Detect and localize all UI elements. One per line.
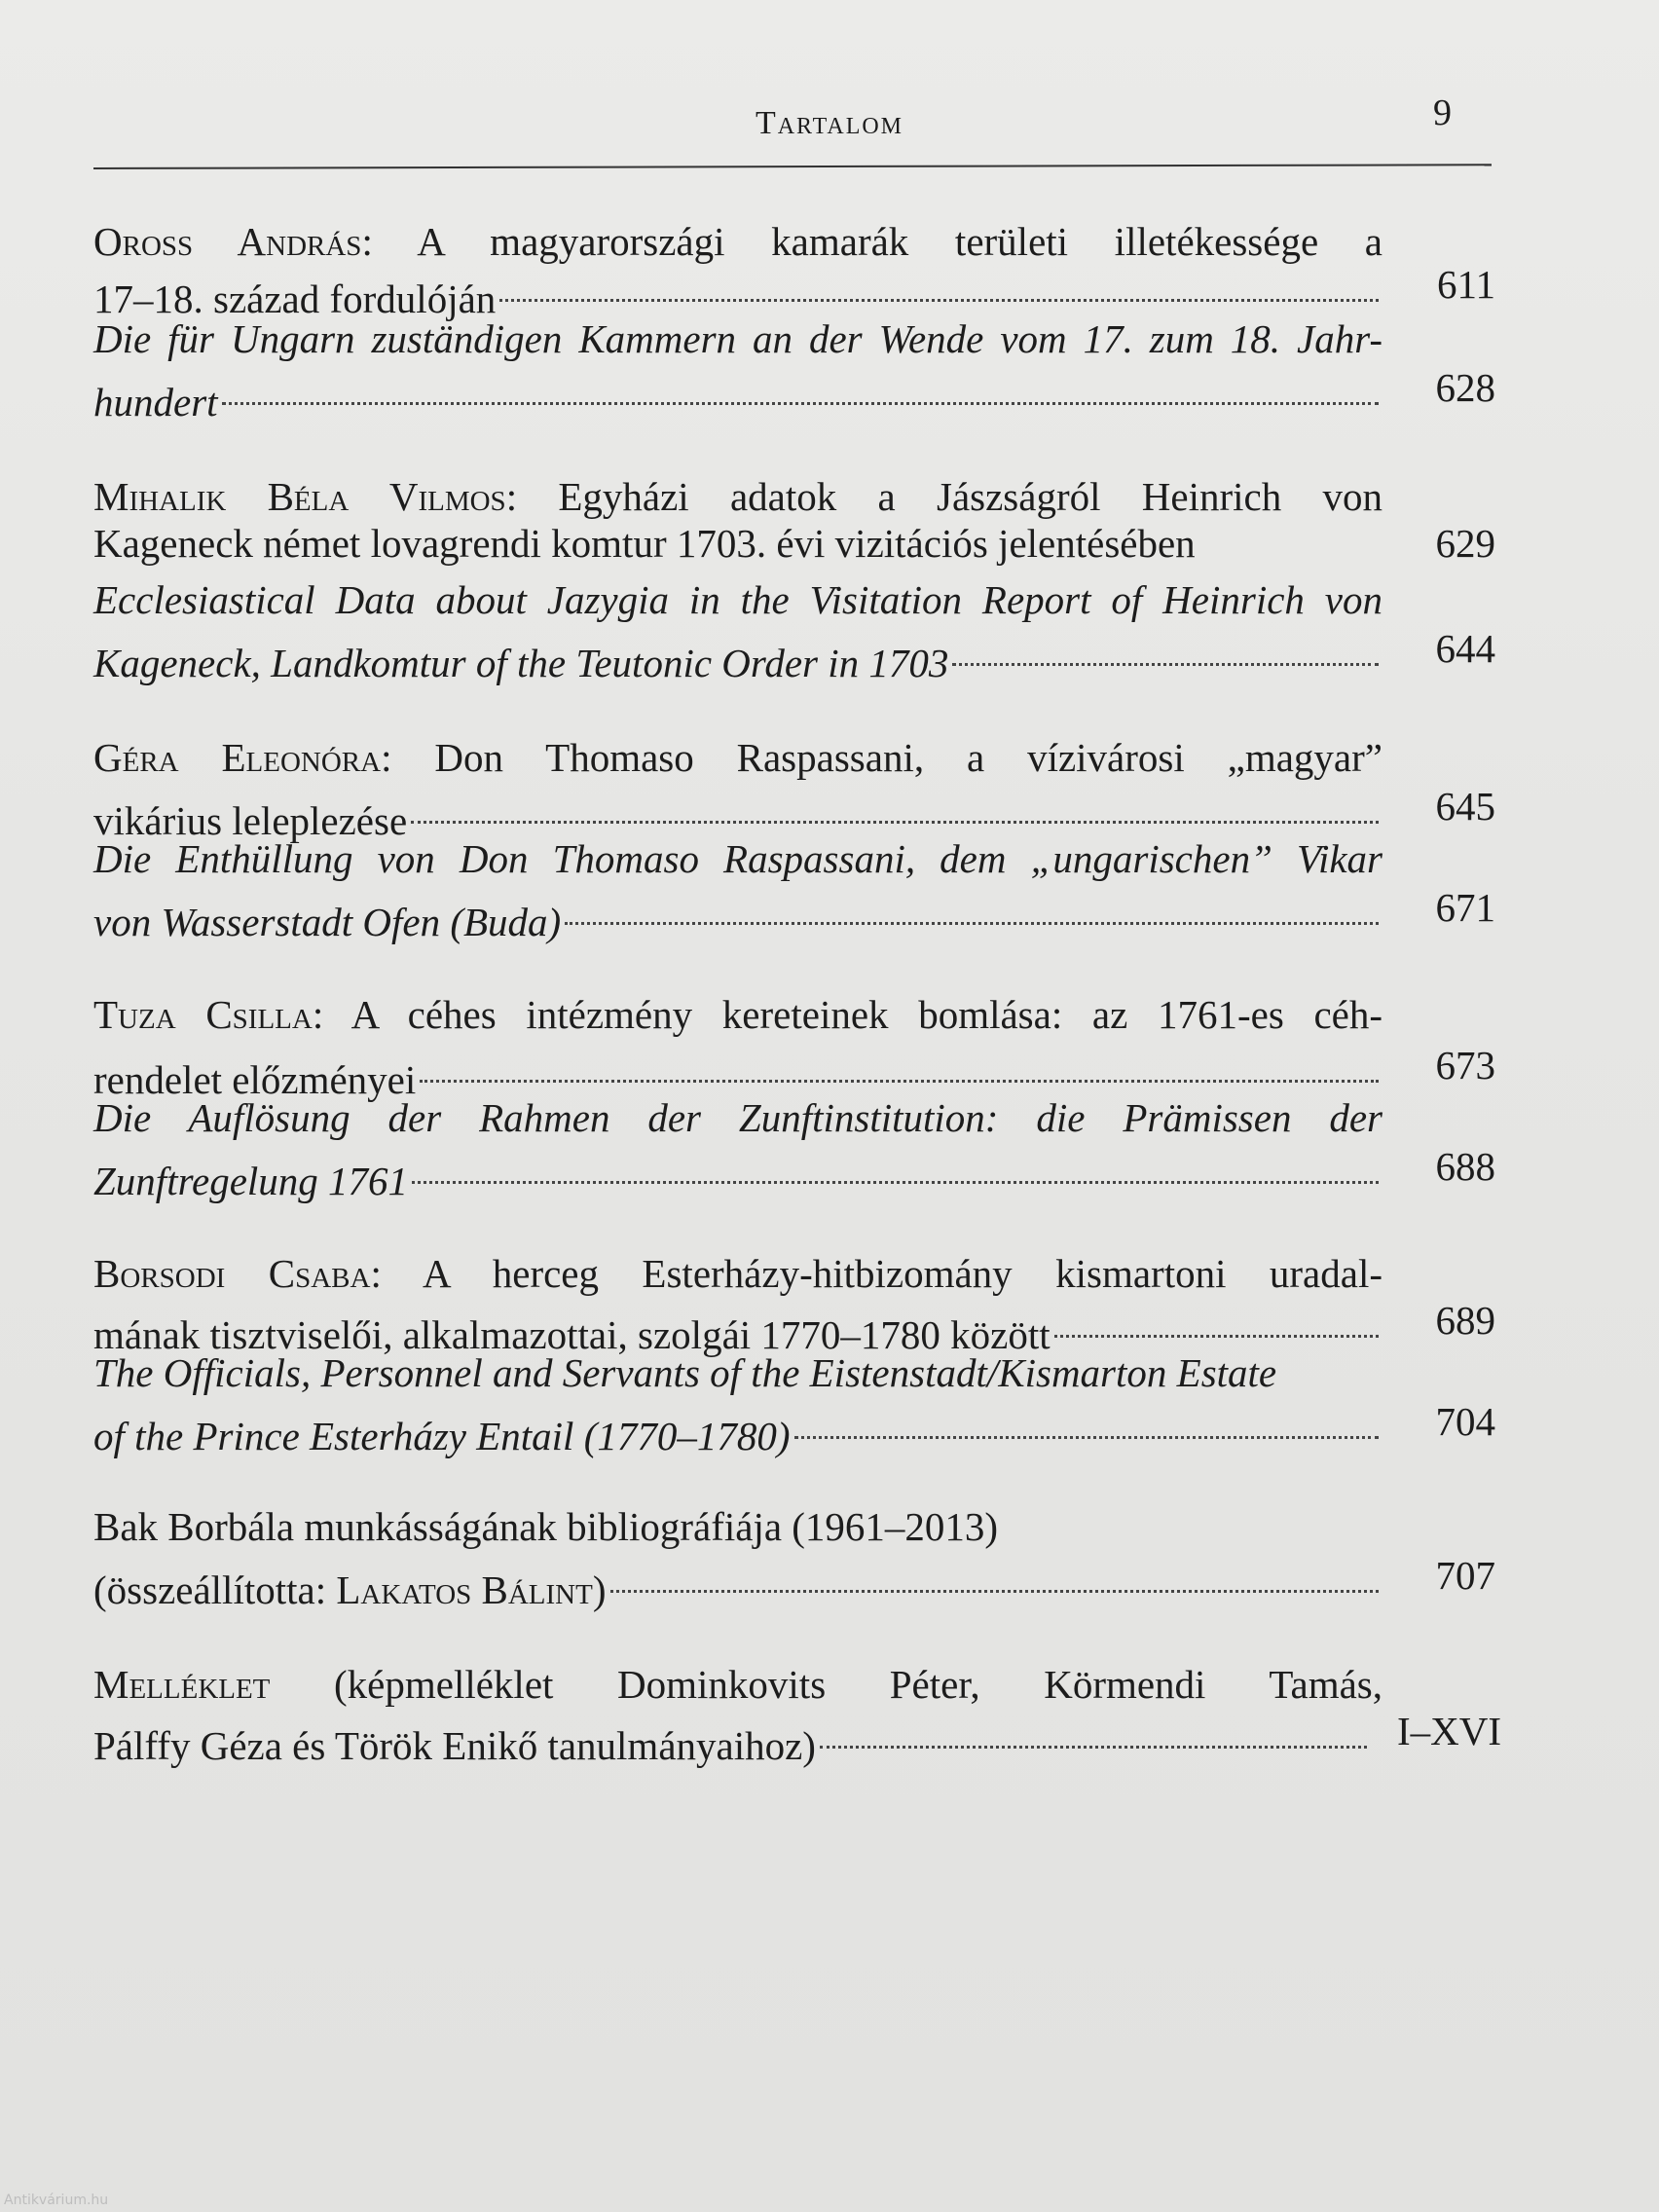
toc-entry-page: 645 — [1435, 784, 1495, 829]
toc-entry-title-line: Mihalik Béla Vilmos: Egyházi adatok a Jászságról Heinrich von — [93, 474, 1382, 519]
toc-entry-title-line: vikárius leleplezése — [93, 781, 1382, 831]
toc-entry-page: 629 — [1435, 521, 1495, 566]
dot-leader — [411, 770, 1379, 824]
toc-entry-translation-line: Kageneck, Landkomtur of the Teutonic Order in 1703 — [93, 623, 1382, 674]
toc-entry-author: Géra Eleonóra — [93, 735, 382, 780]
toc-entry-title-line: Kageneck német lovagrendi komtur 1703. évi vizitációs jelentésében — [93, 521, 1196, 566]
toc-entry-translation-page: 628 — [1435, 365, 1495, 410]
toc-entry-author: Tuza Csilla — [93, 992, 313, 1037]
toc-entry-page: 707 — [1435, 1553, 1495, 1598]
dot-leader — [565, 871, 1379, 925]
dot-leader — [820, 1695, 1367, 1749]
toc-entry-title-line: Tuza Csilla: A céhes intézmény kereteinek bomlása: az 1761-es céh- — [93, 992, 1382, 1037]
toc-entry-translation-page: 644 — [1435, 626, 1495, 671]
toc-entry-title-line: Pálffy Géza és Török Enikő tanulmányaihoz) — [93, 1706, 1371, 1756]
toc-entry-translation-page: 688 — [1435, 1144, 1495, 1189]
toc-entry-page: 611 — [1437, 262, 1495, 307]
toc-entry-translation-line: Die Auflösung der Rahmen der Zunftinstitution: die Prämissen der — [93, 1095, 1382, 1140]
toc-entry-translation-line: Ecclesiastical Data about Jazygia in the Visitation Report of Heinrich von — [93, 577, 1382, 622]
appendix-label: Melléklet — [93, 1662, 271, 1707]
dot-leader — [420, 1029, 1379, 1083]
toc-entry-translation-line: Die Enthüllung von Don Thomaso Raspassani, dem „ungarischen” Vikar — [93, 836, 1382, 881]
toc-entry-translation-page: 704 — [1435, 1399, 1495, 1444]
dot-leader — [412, 1130, 1379, 1184]
toc-entry-page: 689 — [1435, 1298, 1495, 1343]
running-header-title: Tartalom — [755, 105, 904, 141]
toc-entry-title-line: Géra Eleonóra: Don Thomaso Raspassani, a vízivárosi „magyar” — [93, 735, 1382, 780]
dot-leader — [952, 612, 1379, 666]
toc-entry-author: Oross András — [93, 219, 362, 264]
toc-entry-title-line: Bak Borbála munkásságának bibliográfiája (1961–2013) — [93, 1504, 999, 1549]
toc-entry-title-line: Borsodi Csaba: A herceg Esterházy-hitbizomány kismartoni uradal- — [93, 1251, 1382, 1296]
toc-entry-title-line: Oross András: A magyarországi kamarák területi illetékessége a — [93, 219, 1382, 264]
watermark: Antikvárium.hu — [4, 2193, 109, 2208]
toc-entry-title-line: Melléklet (képmelléklet Dominkovits Péter, Körmendi Tamás, — [93, 1662, 1382, 1707]
toc-entry-title-line: mának tisztviselői, alkalmazottai, szolgái 1770–1780 között — [93, 1295, 1382, 1346]
toc-entry-translation-line: Zunftregelung 1761 — [93, 1141, 1382, 1192]
dot-leader — [499, 248, 1379, 302]
toc-entry-page: I–XVI — [1396, 1709, 1501, 1753]
toc-entry-author: Mihalik Béla Vilmos — [93, 474, 506, 519]
toc-entry-translation-line: of the Prince Esterházy Entail (1770–1780) — [93, 1396, 1382, 1447]
toc-entry-translation-line: hundert — [93, 362, 1382, 413]
toc-entry-title-line: 17–18. század fordulóján — [93, 259, 1382, 310]
toc-entry-page: 673 — [1435, 1043, 1495, 1088]
dot-leader — [794, 1385, 1380, 1439]
dot-leader — [1054, 1284, 1379, 1338]
header-rule — [93, 164, 1492, 169]
dot-leader — [610, 1539, 1380, 1593]
toc-entry-author: Borsodi Csaba — [93, 1251, 371, 1296]
toc-entry-author: Lakatos Bálint — [336, 1567, 593, 1612]
toc-entry-translation-line: von Wasserstadt Ofen (Buda) — [93, 882, 1382, 933]
running-header-page-number: 9 — [1433, 92, 1452, 133]
toc-entry-title-line: rendelet előzményei — [93, 1040, 1382, 1090]
toc-entry-translation-page: 671 — [1435, 885, 1495, 930]
dot-leader — [222, 351, 1379, 405]
toc-entry-title-line: (összeállította: Lakatos Bálint) — [93, 1550, 1382, 1601]
toc-entry-translation-line: The Officials, Personnel and Servants of the Eistenstadt/Kismarton Estate — [93, 1350, 1277, 1395]
toc-entry-translation-line: Die für Ungarn zuständigen Kammern an der Wende vom 17. zum 18. Jahr- — [93, 316, 1382, 361]
